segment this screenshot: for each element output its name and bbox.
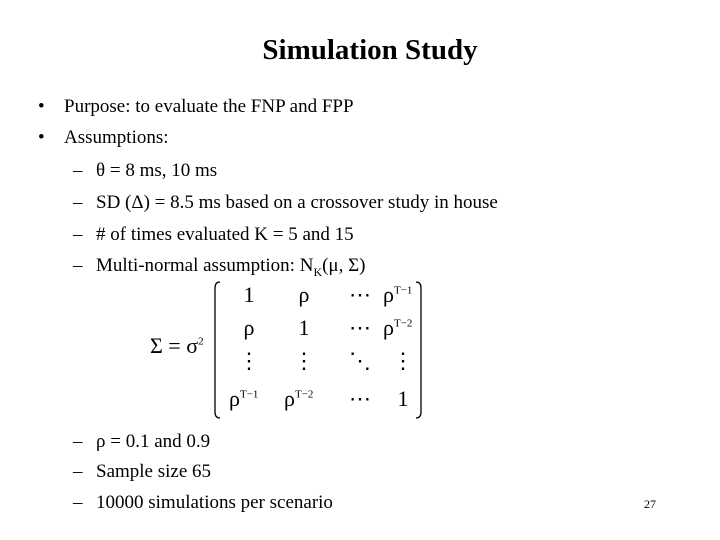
matrix-cell <box>383 348 423 374</box>
sub-item-text: SD (Δ) = 8.5 ms based on a crossover study in house <box>96 192 498 213</box>
multinormal-prefix: Multi-normal assumption: N <box>96 255 314 276</box>
matrix-lhs <box>150 333 204 359</box>
matrix-cell <box>340 282 380 308</box>
multinormal-suffix: (μ, Σ) <box>322 255 366 276</box>
matrix-cell <box>229 282 269 308</box>
sub-item-text: θ = 8 ms, 10 ms <box>96 160 218 181</box>
matrix-cell <box>284 282 324 308</box>
dash-marker: – <box>73 431 83 452</box>
matrix-cell <box>284 315 324 341</box>
matrix-cell <box>383 315 423 341</box>
sub-item-simulations <box>73 492 333 514</box>
matrix-cell-base: 1 <box>243 282 255 307</box>
sub-item-times <box>73 224 354 246</box>
slide-title: Simulation Study <box>262 34 478 66</box>
bullet-text: Assumptions: <box>64 127 169 148</box>
matrix-cell-base: ⋯ <box>349 282 371 307</box>
matrix-cell-base: ρ <box>229 386 240 411</box>
bullet-text: Purpose: to evaluate the FNP and FPP <box>64 96 354 117</box>
matrix-cell-base: ρ <box>383 315 394 340</box>
matrix-cell-exponent: T−1 <box>239 388 259 401</box>
bullet-marker: • <box>38 96 45 117</box>
matrix-cell-base: ρ <box>383 282 394 307</box>
matrix-cell-base: ⋮ <box>293 348 315 373</box>
dash-marker: – <box>73 192 83 213</box>
matrix-left-bracket <box>212 280 222 420</box>
multinormal-subscript: K <box>313 264 323 279</box>
matrix-cell-base: ρ <box>284 386 295 411</box>
matrix-cell-base: 1 <box>298 315 310 340</box>
sub-item-text: Sample size 65 <box>96 461 212 482</box>
matrix-cell <box>383 386 423 412</box>
matrix-cell-base: ρ <box>298 282 310 307</box>
matrix-cell-exponent: T−1 <box>393 284 413 297</box>
matrix-cell-base: ρ <box>243 315 255 340</box>
matrix-cell-base: ⋯ <box>349 386 371 411</box>
matrix-cell <box>340 386 380 412</box>
matrix-cell <box>284 348 324 374</box>
bullet-assumptions <box>38 127 169 149</box>
matrix-lhs-exponent: 2 <box>198 335 204 348</box>
sub-item-sample-size <box>73 461 212 483</box>
sub-item-sd <box>73 192 498 214</box>
matrix-cell-exponent: T−2 <box>294 388 314 401</box>
matrix-cell-base: 1 <box>397 386 409 411</box>
matrix-cell-base: ⋱ <box>349 348 371 373</box>
sub-item-multinormal <box>73 255 366 280</box>
matrix-cell-exponent: T−2 <box>393 317 413 330</box>
matrix-cell <box>229 386 269 412</box>
matrix-cell-base: ⋮ <box>238 348 260 373</box>
matrix-cell <box>229 315 269 341</box>
dash-marker: – <box>73 224 83 245</box>
dash-marker: – <box>73 255 83 276</box>
matrix-lhs-text: Σ = σ <box>150 333 199 358</box>
matrix-cell <box>340 315 380 341</box>
matrix-cell <box>229 348 269 374</box>
matrix-cell-base: ⋯ <box>349 315 371 340</box>
matrix-cell-base: ⋮ <box>392 348 414 373</box>
sub-item-theta <box>73 160 218 182</box>
dash-marker: – <box>73 492 83 513</box>
sub-item-text: ρ = 0.1 and 0.9 <box>96 431 211 452</box>
matrix-cell <box>340 348 380 374</box>
bullet-marker: • <box>38 127 45 148</box>
page-number: 27 <box>644 497 656 511</box>
matrix-cell <box>284 386 324 412</box>
sub-item-rho <box>73 431 211 453</box>
sub-item-text: 10000 simulations per scenario <box>96 492 333 513</box>
dash-marker: – <box>73 461 83 482</box>
bullet-purpose <box>38 96 354 118</box>
sub-item-text: # of times evaluated K = 5 and 15 <box>96 224 354 245</box>
matrix-cell <box>383 282 423 308</box>
dash-marker: – <box>73 160 83 181</box>
